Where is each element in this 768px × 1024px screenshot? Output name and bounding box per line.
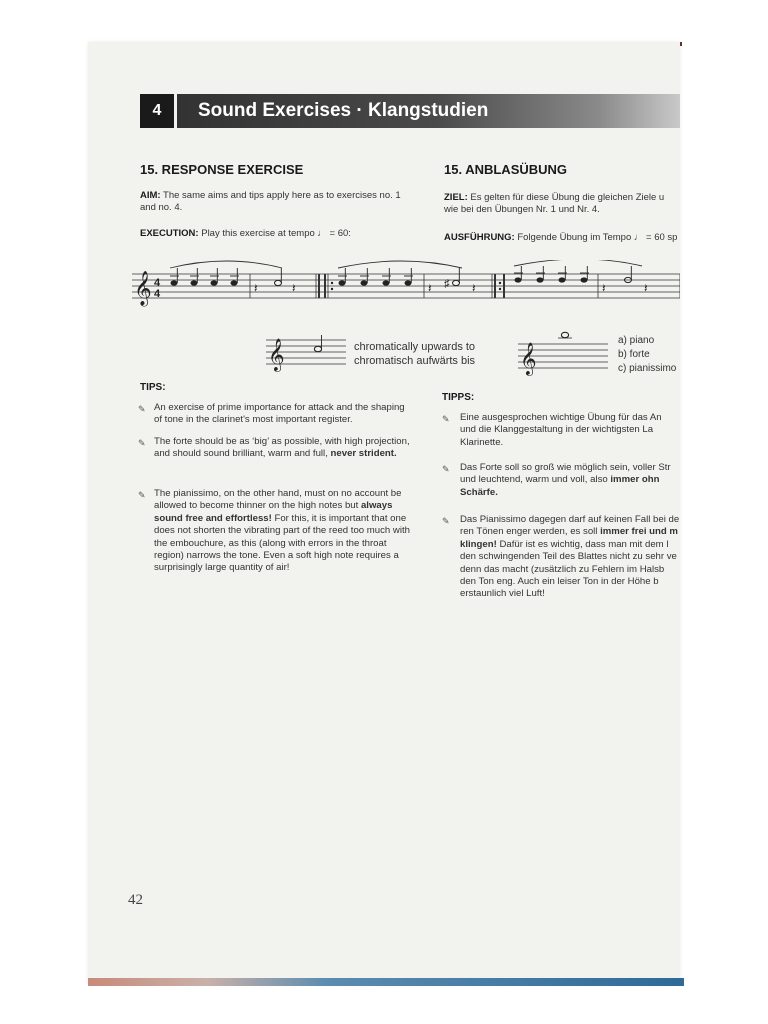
book-bottom-edge xyxy=(88,978,684,986)
aim-text-de: Es gelten für diese Übung die gleichen Ziele u wie bei den Übungen Nr. 1 und Nr. 4. xyxy=(444,192,665,215)
dynamic-pianissimo: c) pianissimo xyxy=(618,363,677,374)
dynamic-forte: b) forte xyxy=(618,349,650,360)
svg-text:𝄽: 𝄽 xyxy=(644,281,648,295)
tip-en-1 xyxy=(154,402,410,427)
aim-en xyxy=(140,190,412,214)
dynamics-list xyxy=(618,334,676,376)
tip-de-3-text-b: Dafür ist es wichtig, dass man mit dem l den schwingenden Teil des Blattes nicht zu sehr ve denn das macht (zusätzlich zu Fehlern im Halsb den Ton eng. Auch ein leiser Ton in der Höhe b erstaunlich viel Luft! xyxy=(460,538,677,600)
pencil-icon: ✎ xyxy=(138,404,146,414)
execution-en xyxy=(140,228,412,240)
treble-clef-icon: 𝄞 xyxy=(134,271,152,306)
music-staff-range-start xyxy=(266,330,346,374)
treble-clef-icon: 𝄞 xyxy=(520,342,537,375)
aim-text-en: The same aims and tips apply here as to exercises no. 1 and no. 4. xyxy=(140,190,401,213)
exercise-title-en: 15. RESPONSE EXERCISE xyxy=(140,162,304,177)
aim-label-de: ZIEL: xyxy=(444,192,468,203)
aim-label-en: AIM: xyxy=(140,190,161,201)
chapter-number: 4 xyxy=(140,94,177,128)
tip-de-3-bold: immer frei und m klingen! xyxy=(460,526,678,550)
tip-en-2 xyxy=(154,436,410,461)
execution-label-de: AUSFÜHRUNG: xyxy=(444,232,515,243)
svg-text:♯: ♯ xyxy=(444,278,450,290)
range-text-en: chromatically upwards to xyxy=(354,341,476,353)
range-text-de: chromatisch aufwärts bis xyxy=(354,355,476,367)
svg-text:𝄽: 𝄽 xyxy=(472,281,476,295)
tips-heading-de: TIPPS: xyxy=(442,392,475,403)
tip-en-3 xyxy=(154,488,410,575)
svg-text:𝄽: 𝄽 xyxy=(292,281,296,295)
tip-de-2-text: Das Forte soll so groß wie möglich sein, voller Str und leuchtend, warm und voll, also xyxy=(460,462,671,486)
execution-text-en: Play this exercise at tempo ♩ = 60: xyxy=(201,228,351,239)
svg-text:4: 4 xyxy=(154,288,161,300)
tip-de-1 xyxy=(460,412,680,449)
tip-de-2-bold: immer ohn Schärfe. xyxy=(460,474,660,498)
tips-heading-en: TIPS: xyxy=(140,382,166,393)
pencil-icon: ✎ xyxy=(138,490,146,500)
tip-en-3-text-b: For this, it is important that one does not shorten the vibrating part of the reed too much with the embouchure, as this (along with errors in the throat region) narrows the tone. Even a soft high note requires a surprisingly large quantity of air! xyxy=(154,512,410,574)
chapter-title: Sound Exercises · Klangstudien xyxy=(198,100,489,121)
execution-label-en: EXECUTION: xyxy=(140,228,199,239)
pencil-icon: ✎ xyxy=(138,438,146,448)
book-page xyxy=(88,42,680,984)
treble-clef-icon: 𝄞 xyxy=(268,338,285,371)
tip-en-3-bold: always sound free and effortless! xyxy=(154,500,393,524)
exercise-title-de: 15. ANBLASÜBUNG xyxy=(444,162,568,177)
tip-en-3-text-a: The pianissimo, on the other hand, must on no account be allowed to become thinner on the high notes but xyxy=(154,488,402,512)
aim-de xyxy=(444,192,680,216)
chapter-header xyxy=(140,94,680,128)
pencil-icon: ✎ xyxy=(442,464,450,474)
pencil-icon: ✎ xyxy=(442,516,450,526)
music-staff-range-end xyxy=(518,330,608,378)
page-number: 42 xyxy=(128,892,143,908)
svg-text:𝄽: 𝄽 xyxy=(602,281,606,295)
tip-de-3-text-a: Das Pianissimo dagegen darf auf keinen Fall bei de ren Tönen enger werden, es soll xyxy=(460,514,680,538)
svg-text:𝄽: 𝄽 xyxy=(254,281,258,295)
svg-text:𝄽: 𝄽 xyxy=(428,281,432,295)
tip-en-2-text: The forte should be as ‘big’ as possible, with high projection, and should sound brilliant, warm and full, xyxy=(154,436,410,460)
tip-de-1-text: Eine ausgesprochen wichtige Übung für das An und die Klanggestaltung in der wichtigsten La Klarinette. xyxy=(460,412,662,448)
execution-de xyxy=(444,232,680,244)
svg-text:4: 4 xyxy=(154,277,161,289)
music-staff-main xyxy=(132,260,680,310)
pencil-icon: ✎ xyxy=(442,414,450,424)
tip-en-1-text: An exercise of prime importance for attack and the shaping of tone in the clarinet's most important register. xyxy=(154,402,405,426)
tip-de-3 xyxy=(460,514,680,601)
tip-en-2-bold: never strident. xyxy=(330,448,397,460)
execution-text-de: Folgende Übung im Tempo ♩ = 60 sp xyxy=(517,232,678,243)
dynamic-piano: a) piano xyxy=(618,335,655,346)
tip-de-2 xyxy=(460,462,680,499)
